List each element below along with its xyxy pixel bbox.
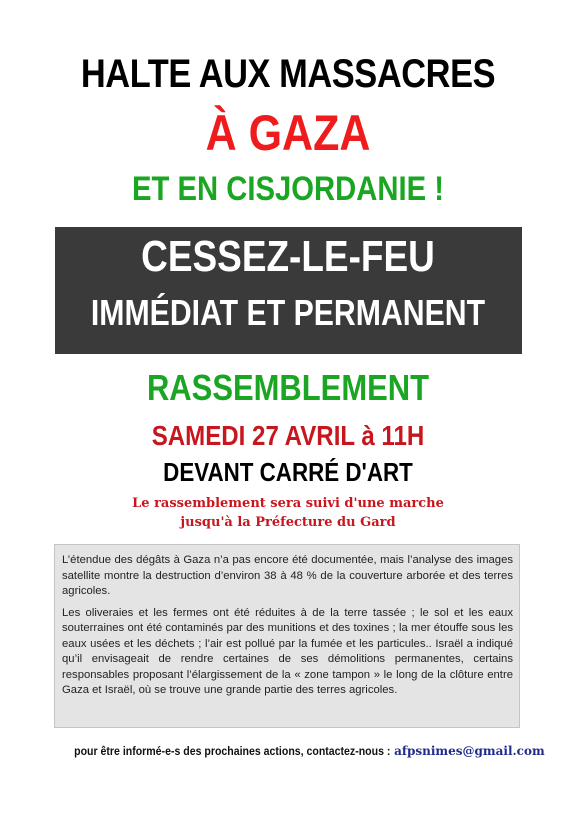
- info-box: [54, 544, 520, 728]
- info-paragraph-2: Les oliveraies et les fermes ont été réduites à de la terre tassée ; le sol et les eaux souterraines ont été contaminés par des munitions et des toxines ; la mer étouffe sous les eaux usées et les déchets ; l’air est pollué par la fumée et les particules.. Israël a indiqué qu’il envisageait de rendre certaines de ses démolitions permanentes, certains responsables proposant l’élargissement de la « zone tampon » le long de la clôture entre Gaza et Israël, où se trouve une grande partie des terres agricoles.: [62, 606, 513, 696]
- rally-note-line-1: Le rassemblement sera suivi d'une marche: [132, 496, 444, 511]
- rally-title: RASSEMBLEMENT: [146, 367, 430, 408]
- rally-place: DEVANT CARRÉ D'ART: [163, 457, 413, 487]
- contact-line: [0, 744, 576, 758]
- headline-line-1: HALTE AUX MASSACRES: [80, 52, 496, 96]
- ceasefire-line-2: IMMÉDIAT ET PERMANENT: [90, 292, 486, 333]
- info-paragraph-1: L’étendue des dégâts à Gaza n’a pas encore été documentée, mais l’analyse des images satellite montre la destruction d’environ 38 à 48 % de la couverture arborée et des terres agricoles.: [62, 554, 513, 597]
- contact-label: pour être informé-e-s des prochaines actions, contactez-nous :: [74, 744, 391, 758]
- rally-date: SAMEDI 27 AVRIL à 11H: [151, 420, 425, 451]
- ceasefire-line-1: CESSEZ-LE-FEU: [141, 232, 435, 281]
- headline-line-3: ET EN CISJORDANIE !: [132, 170, 444, 208]
- rally-note-line-2: jusqu'à la Préfecture du Gard: [180, 515, 396, 530]
- contact-email[interactable]: afpsnimes@gmail.com: [394, 744, 545, 758]
- headline-line-2: À GAZA: [205, 105, 371, 161]
